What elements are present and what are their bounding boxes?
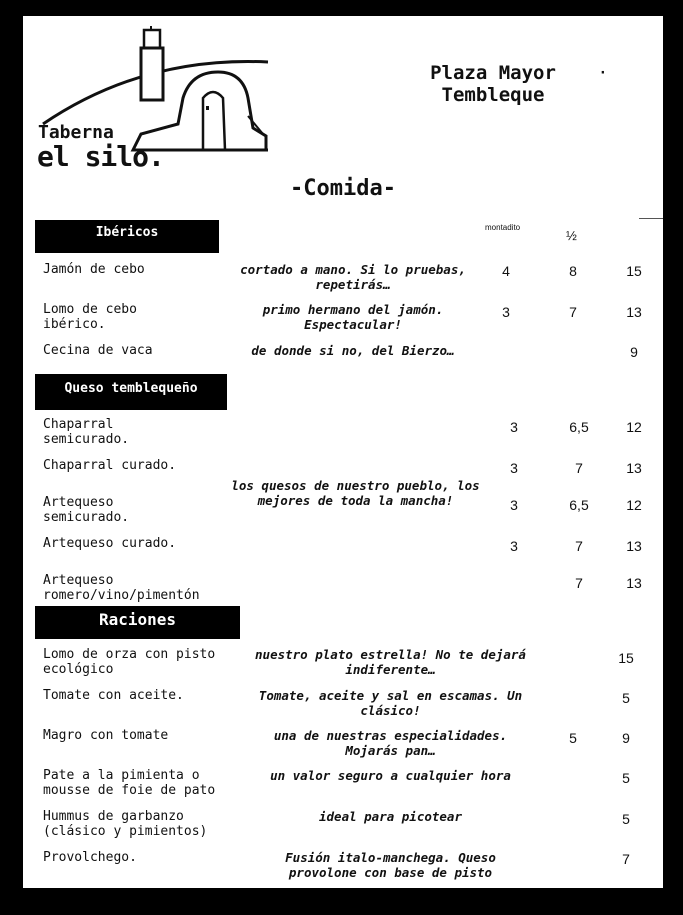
- item-name: Chaparral semicurado.: [43, 417, 130, 447]
- item-name: Pate a la pimienta o mousse de foie de pato: [43, 768, 216, 798]
- price-full: 13: [626, 460, 642, 476]
- menu-title: -Comida-: [290, 176, 396, 201]
- price-half: 8: [569, 263, 577, 279]
- price-full: 12: [626, 419, 642, 435]
- price-full: 9: [622, 730, 630, 746]
- divider: [639, 218, 663, 219]
- item-name: Lomo de cebo ibérico.: [43, 302, 137, 332]
- price-full: 13: [626, 538, 642, 554]
- price-half: 7: [575, 460, 583, 476]
- price-montadito: 3: [502, 304, 510, 320]
- price-montadito: 3: [510, 538, 518, 554]
- location-line1: Plaza Mayor: [430, 62, 556, 84]
- section-queso-header: Queso temblequeño: [35, 374, 227, 410]
- price-full: 13: [626, 575, 642, 591]
- column-montadito: montadito: [485, 223, 521, 232]
- brand-top-text: Taberna: [38, 122, 114, 143]
- location-line2: Tembleque: [441, 84, 545, 106]
- price-montadito: 3: [510, 497, 518, 513]
- item-desc: de donde si no, del Bierzo…: [251, 343, 455, 358]
- item-name: Artequeso curado.: [43, 536, 177, 551]
- item-name: Artequeso semicurado.: [43, 495, 130, 525]
- price-full: 12: [626, 497, 642, 513]
- item-desc: cortado a mano. Si lo pruebas, repetirás…: [240, 262, 466, 292]
- price-full: 5: [622, 770, 630, 786]
- price-full: 9: [630, 344, 638, 360]
- price-full: 15: [626, 263, 642, 279]
- item-desc: Fusión italo-manchega. Queso provolone con base de pisto: [285, 850, 496, 880]
- price-half: 6,5: [569, 419, 589, 435]
- menu-page: [23, 16, 663, 888]
- location-separator: ·: [598, 65, 607, 81]
- queso-shared-desc: los quesos de nuestro pueblo, los mejores de toda la mancha!: [231, 478, 480, 508]
- section-ibericos-header: Ibéricos: [35, 220, 219, 253]
- price-half: 6,5: [569, 497, 589, 513]
- item-name: Hummus de garbanzo (clásico y pimientos): [43, 809, 208, 839]
- price-full: 5: [622, 690, 630, 706]
- column-half: ½: [566, 228, 577, 243]
- price-montadito: 3: [510, 419, 518, 435]
- price-half: 5: [569, 730, 577, 746]
- price-half: 7: [569, 304, 577, 320]
- item-desc: una de nuestras especialidades. Mojarás pan…: [273, 728, 508, 758]
- item-name: Cecina de vaca: [43, 343, 153, 358]
- item-name: Tomate con aceite.: [43, 688, 184, 703]
- price-montadito: 4: [502, 263, 510, 279]
- price-full: 7: [622, 851, 630, 867]
- price-half: 7: [575, 538, 583, 554]
- section-raciones-header: Raciones: [35, 606, 240, 639]
- price-full: 13: [626, 304, 642, 320]
- price-full: 5: [622, 811, 630, 827]
- item-name: Chaparral curado.: [43, 458, 177, 473]
- item-desc: ideal para picotear: [319, 809, 462, 824]
- item-desc: un valor seguro a cualquier hora: [270, 768, 511, 783]
- item-name: Lomo de orza con pisto ecológico: [43, 647, 216, 677]
- item-desc: nuestro plato estrella! No te dejará indiferente…: [255, 647, 526, 677]
- item-desc: primo hermano del jamón. Espectacular!: [262, 302, 444, 332]
- item-name: Provolchego.: [43, 850, 137, 865]
- location: [393, 62, 607, 106]
- item-name: Artequeso romero/vino/pimentón: [43, 573, 200, 603]
- item-desc: Tomate, aceite y sal en escamas. Un clásico!: [258, 688, 523, 718]
- item-name: Jamón de cebo: [43, 262, 145, 277]
- price-montadito: 3: [510, 460, 518, 476]
- price-half: 7: [575, 575, 583, 591]
- brand-name: el silo.: [37, 140, 164, 173]
- item-name: Magro con tomate: [43, 728, 169, 743]
- price-full: 15: [618, 650, 634, 666]
